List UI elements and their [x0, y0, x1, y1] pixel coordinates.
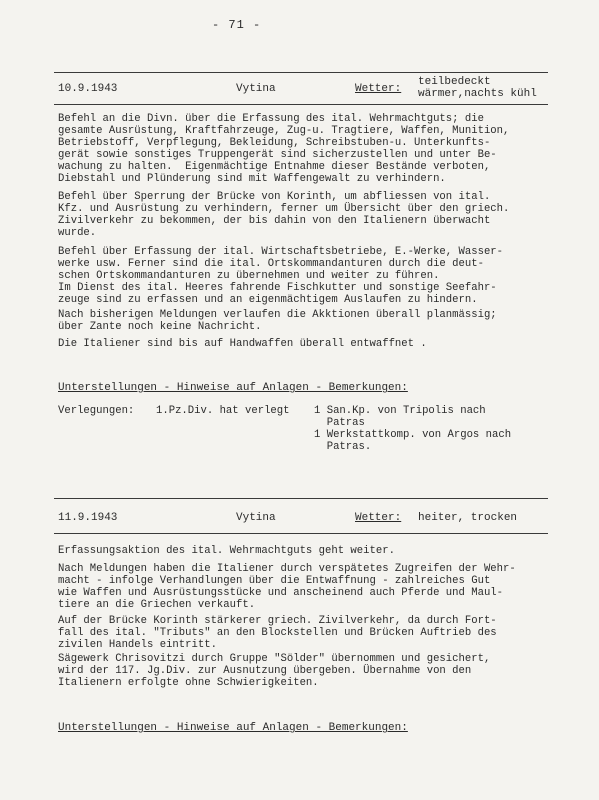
weather-value [418, 76, 537, 100]
text-line: wurde. [58, 227, 97, 239]
relocation-item: Patras. [314, 441, 372, 453]
relocations-label: Verlegungen: [58, 405, 135, 417]
entry-date: 11.9.1943 [58, 512, 118, 524]
entry-place: Vytina [236, 83, 276, 95]
text-line: wie Waffen und Ausrüstungsstücke und anscheinend auch Pferde und Maul- [58, 587, 504, 599]
text-line: zeuge sind zu erfassen und an eigenmächtigem Auslaufen zu hindern. [58, 294, 478, 306]
page-number: - 71 - [212, 18, 262, 32]
remarks-heading: Unterstellungen - Hinweise auf Anlagen - Bemerkungen: [58, 722, 408, 734]
header-top-rule [54, 498, 548, 499]
text-line: Befehl an die Divn. über die Erfassung des ital. Wehrmachtguts; die [58, 113, 484, 125]
text-line: Erfassungsaktion des ital. Wehrmachtguts geht weiter. [58, 545, 395, 557]
header-bottom-rule [54, 533, 548, 534]
text-line: fall des ital. "Tributs" an den Blockstellen und Brücken Auftrieb des [58, 627, 497, 639]
relocation-item: 1 Werkstattkomp. von Argos nach [314, 429, 512, 441]
text-line: werke usw. Ferner sind die ital. Ortskommandanturen durch die deut- [58, 258, 484, 270]
remarks-heading: Unterstellungen - Hinweise auf Anlagen - Bemerkungen: [58, 382, 408, 394]
text-line: Zivilverkehr zu bekommen, der bis dahin von den Italienern überwacht [58, 215, 491, 227]
weather-value-line: teilbedeckt [418, 76, 491, 88]
text-line: tiere an die Griechen verkauft. [58, 599, 256, 611]
text-line: Kfz. und Ausrüstung zu verhindern, ferner um Übersicht über den griech. [58, 203, 510, 215]
text-line: Nach bisherigen Meldungen verlaufen die Akktionen überall planmässig; [58, 309, 497, 321]
text-line: gesamte Ausrüstung, Kraftfahrzeuge, Zug-u. Tragtiere, Waffen, Munition, [58, 125, 510, 137]
text-line: Auf der Brücke Korinth stärkerer griech. Zivilverkehr, da durch Fort- [58, 615, 497, 627]
text-line: Befehl über Sperrung der Brücke von Korinth, um abfliessen von ital. [58, 191, 491, 203]
weather-value: heiter, trocken [418, 512, 518, 524]
header-top-rule [54, 72, 548, 73]
text-line: Sägewerk Chrisovitzi durch Gruppe "Sölder" übernommen und gesichert, [58, 653, 491, 665]
text-line: zivilen Handels eintritt. [58, 639, 217, 651]
weather-label: Wetter: [355, 512, 402, 524]
text-line: Die Italiener sind bis auf Handwaffen überall entwaffnet . [58, 338, 427, 350]
text-line: schen Ortskommandanturen zu übernehmen und weiter zu führen. [58, 270, 440, 282]
weather-label: Wetter: [355, 83, 402, 95]
relocation-item: Patras [314, 417, 365, 429]
text-line: Betriebstoff, Verpflegung, Bekleidung, Schreibstuben-u. Unterkunfts- [58, 137, 491, 149]
text-line: über Zante noch keine Nachricht. [58, 321, 262, 333]
text-line: wird der 117. Jg.Div. zur Ausnutzung übergeben. Übernahme von den [58, 665, 472, 677]
text-line: macht - infolge Verhandlungen über die Entwaffnung - zahlreiches Gut [58, 575, 491, 587]
text-line: gerät sowie sonstiges Truppengerät sind sicherzustellen und unter Be- [58, 149, 497, 161]
text-line: Im Dienst des ital. Heeres fahrende Fischkutter und sonstige Seefahr- [58, 282, 497, 294]
weather-value-line: wärmer,nachts kühl [418, 88, 537, 100]
text-line: Italienern erfolgte ohne Schwierigkeiten. [58, 677, 319, 689]
relocations-unit: 1.Pz.Div. hat verlegt [156, 405, 290, 417]
relocation-item: 1 San.Kp. von Tripolis nach [314, 405, 486, 417]
text-line: wachung zu halten. Eigenmächtige Entnahme dieser Bestände verboten, [58, 161, 491, 173]
text-line: Befehl über Erfassung der ital. Wirtschaftsbetriebe, E.-Werke, Wasser- [58, 246, 504, 258]
entry-date: 10.9.1943 [58, 83, 118, 95]
text-line: Diebstahl und Plünderung sind mit Waffengewalt zu verhindern. [58, 173, 446, 185]
entry-place: Vytina [236, 512, 276, 524]
header-bottom-rule [54, 104, 548, 105]
text-line: Nach Meldungen haben die Italiener durch verspätetes Zugreifen der Wehr- [58, 563, 516, 575]
